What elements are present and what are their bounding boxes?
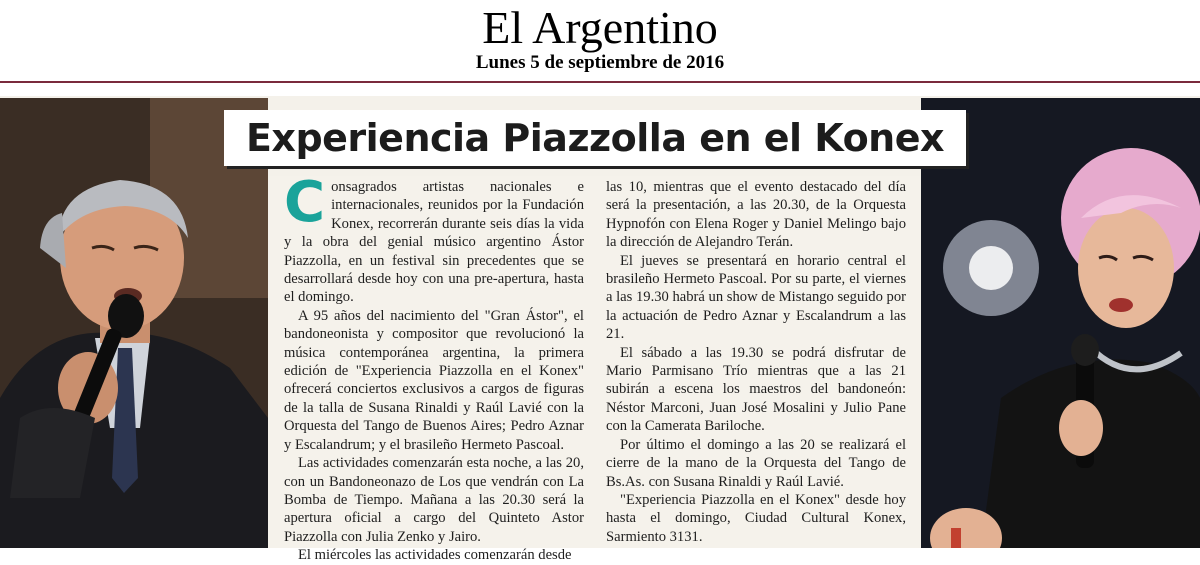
masthead bbox=[0, 0, 1200, 80]
masthead-rule bbox=[0, 81, 1200, 83]
paragraph-8: Por último el domingo a las 20 se realizará el cierre de la mano de la Orquesta del Tango de Bs.As. con Susana Rinaldi y Raúl Lavié. bbox=[606, 436, 906, 490]
paragraph-6: El jueves se presentará en horario central el brasileño Hermeto Pascoal. Por su parte, el viernes a las 19.30 habrá un show de Mistango seguido por la actuación de Pedro Aznar y Escalandrum a las 21. bbox=[606, 252, 906, 343]
article-column-2 bbox=[606, 178, 906, 546]
paragraph-9: "Experiencia Piazzolla en el Konex" desde hoy hasta el domingo, Ciudad Cultural Konex, Sarmiento 3131. bbox=[606, 491, 906, 545]
paragraph-7: El sábado a las 19.30 se podrá disfrutar de Mario Parmisano Trío mientras que a las 21 subirán a escena los maestros del bandoneón: Néstor Marconi, Juan José Mosalini y Julio Pane con la Camerata Bariloche. bbox=[606, 344, 906, 435]
paragraph-4: El miércoles las actividades comenzarán desde bbox=[298, 547, 572, 564]
paragraph-5: las 10, mientras que el evento destacado del día será la presentación, a las 20.30, de la Orquesta Hypnofón con Elena Roger y Daniel Melingo bajo la dirección de Alejandro Terán. bbox=[606, 179, 906, 251]
paragraph-1: Consagrados artistas nacionales e internacionales, reunidos por la Fundación Konex, recorrerán durante seis días la vida y la obra del genial músico argentino Ástor Piazzolla, en un festival sin precedentes que se desarrollará desde hoy con una pre-apertura, hasta el domingo. bbox=[284, 170, 584, 306]
paragraph-2: A 95 años del nacimiento del "Gran Ástor", el bandoneonista y compositor que revolucionó la música contemporánea argentina, la primera edición de "Experiencia Piazzolla en el Konex" ofrecerá conciertos exclusivos a cargos de figuras de la talla de Susana Rinaldi y Raúl Lavié con la Orquesta del Tango de Buenos Aires; Pedro Aznar y Escalandrum; y el brasileño Hermeto Pascoal. bbox=[284, 307, 584, 453]
drop-cap: C bbox=[284, 170, 326, 235]
article-headline: Experiencia Piazzolla en el Konex bbox=[224, 110, 966, 166]
paragraph-3: Las actividades comenzarán esta noche, a las 20, con un Bandoneonazo de Los que vendrán con La Bomba de Tiempo. Mañana a las 20.30 será la apertura oficial a cargo del Quinteto Astor Piazzolla con Julia Zenko y Jairo. bbox=[284, 455, 584, 545]
publication-date: Lunes 5 de septiembre de 2016 bbox=[475, 52, 725, 73]
newspaper-title: El Argentino bbox=[482, 2, 718, 53]
article-column-1 bbox=[284, 170, 584, 565]
